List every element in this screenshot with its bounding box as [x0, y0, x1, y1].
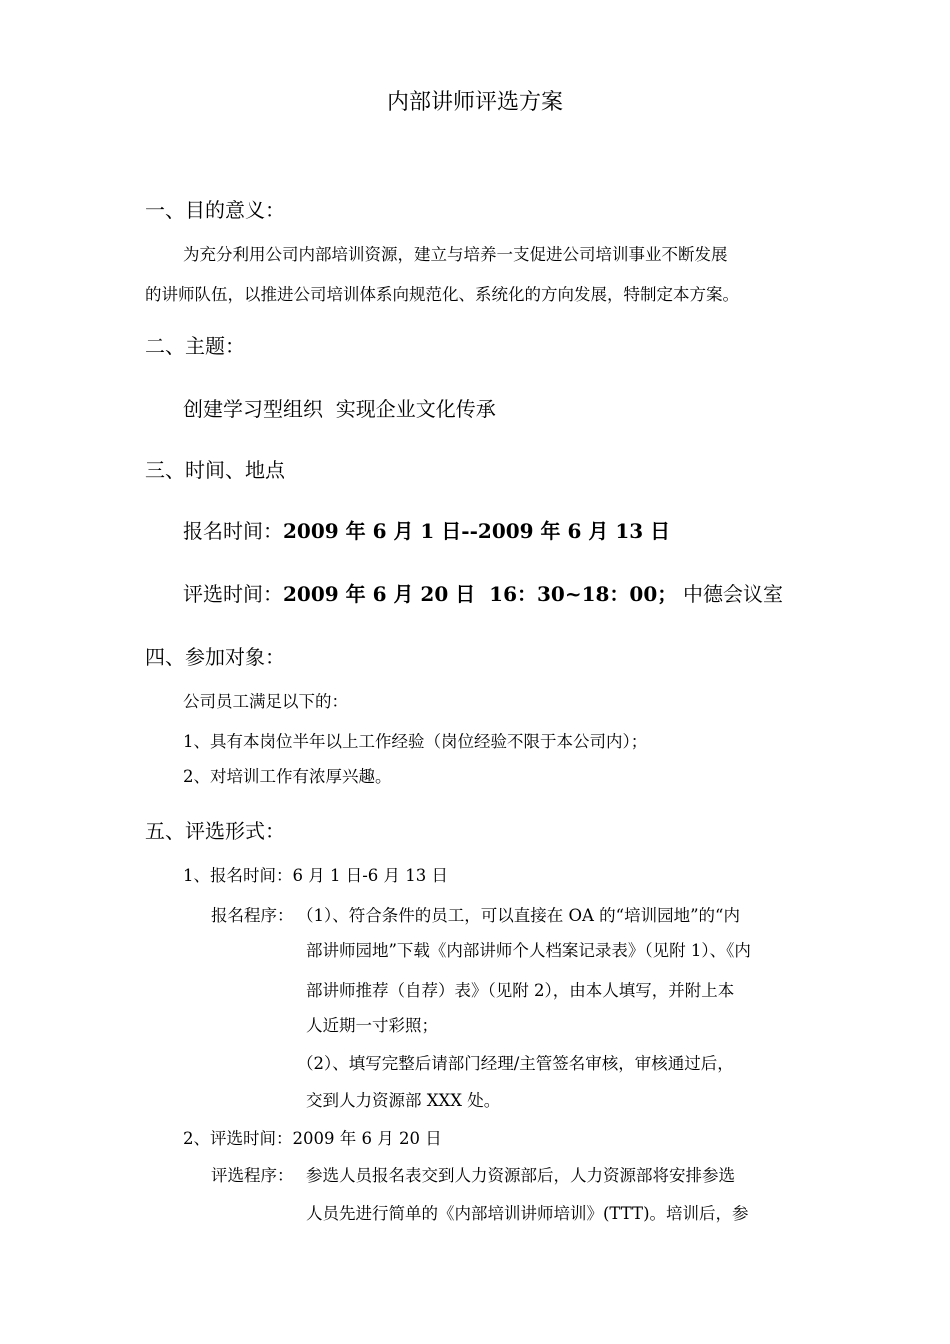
selection-procedure-line-1: 参选人员报名表交到人力资源部后，人力资源部将安排参选 — [306, 1166, 735, 1185]
paragraph-purpose-line-1: 为充分利用公司内部培训资源，建立与培养一支促进公司培训事业不断发展 — [183, 245, 728, 264]
selection-time — [183, 580, 677, 608]
registration-time-label: 报名时间： — [183, 519, 283, 543]
registration-procedure-line-5: （2）、填写完整后请部门经理/主管签名审核，审核通过后， — [297, 1054, 734, 1073]
selection-time-label: 评选时间： — [183, 582, 283, 606]
format-item-1-title: 1、报名时间：6 月 1 日-6 月 13 日 — [183, 866, 449, 885]
registration-procedure-line-3: 部讲师推荐（自荐）表》（见附 2），由本人填写，并附上本 — [306, 981, 735, 1000]
registration-procedure-line-1: （1）、符合条件的员工，可以直接在 OA 的“培训园地”的“内 — [297, 906, 740, 925]
registration-procedure-line-6: 交到人力资源部 XXX 处。 — [306, 1091, 501, 1110]
registration-time — [183, 517, 670, 545]
registration-procedure-line-4: 人近期一寸彩照； — [306, 1016, 438, 1035]
registration-procedure-label: 报名程序： — [211, 906, 294, 925]
selection-procedure-label: 评选程序： — [211, 1166, 294, 1185]
registration-procedure-line-2: 部讲师园地”下载《内部讲师个人档案记录表》（见附 1）、《内 — [306, 941, 751, 960]
section-heading-time-place: 三、时间、地点 — [145, 458, 285, 482]
selection-time-value: 2009 年 6 月 20 日 16：30~18：00； — [283, 582, 678, 606]
section-heading-purpose: 一、目的意义： — [145, 198, 285, 222]
selection-place: 中德会议室 — [683, 582, 783, 606]
participants-intro: 公司员工满足以下的： — [183, 692, 348, 711]
theme-text: 创建学习型组织 实现企业文化传承 — [183, 397, 496, 421]
participants-item-2: 2、对培训工作有浓厚兴趣。 — [183, 767, 392, 786]
paragraph-purpose-line-2: 的讲师队伍，以推进公司培训体系向规范化、系统化的方向发展，特制定本方案。 — [145, 285, 739, 304]
section-heading-theme: 二、主题： — [145, 334, 245, 358]
section-heading-format: 五、评选形式： — [145, 819, 285, 843]
section-heading-participants: 四、参加对象： — [145, 645, 285, 669]
page-title: 内部讲师评选方案 — [386, 90, 563, 115]
registration-time-value: 2009 年 6 月 1 日--2009 年 6 月 13 日 — [283, 519, 671, 543]
participants-item-1: 1、具有本岗位半年以上工作经验（岗位经验不限于本公司内）； — [183, 732, 648, 751]
selection-procedure-line-2: 人员先进行简单的《内部培训讲师培训》(TTT)。培训后，参 — [306, 1204, 749, 1223]
format-item-2-title: 2、评选时间：2009 年 6 月 20 日 — [183, 1129, 442, 1148]
